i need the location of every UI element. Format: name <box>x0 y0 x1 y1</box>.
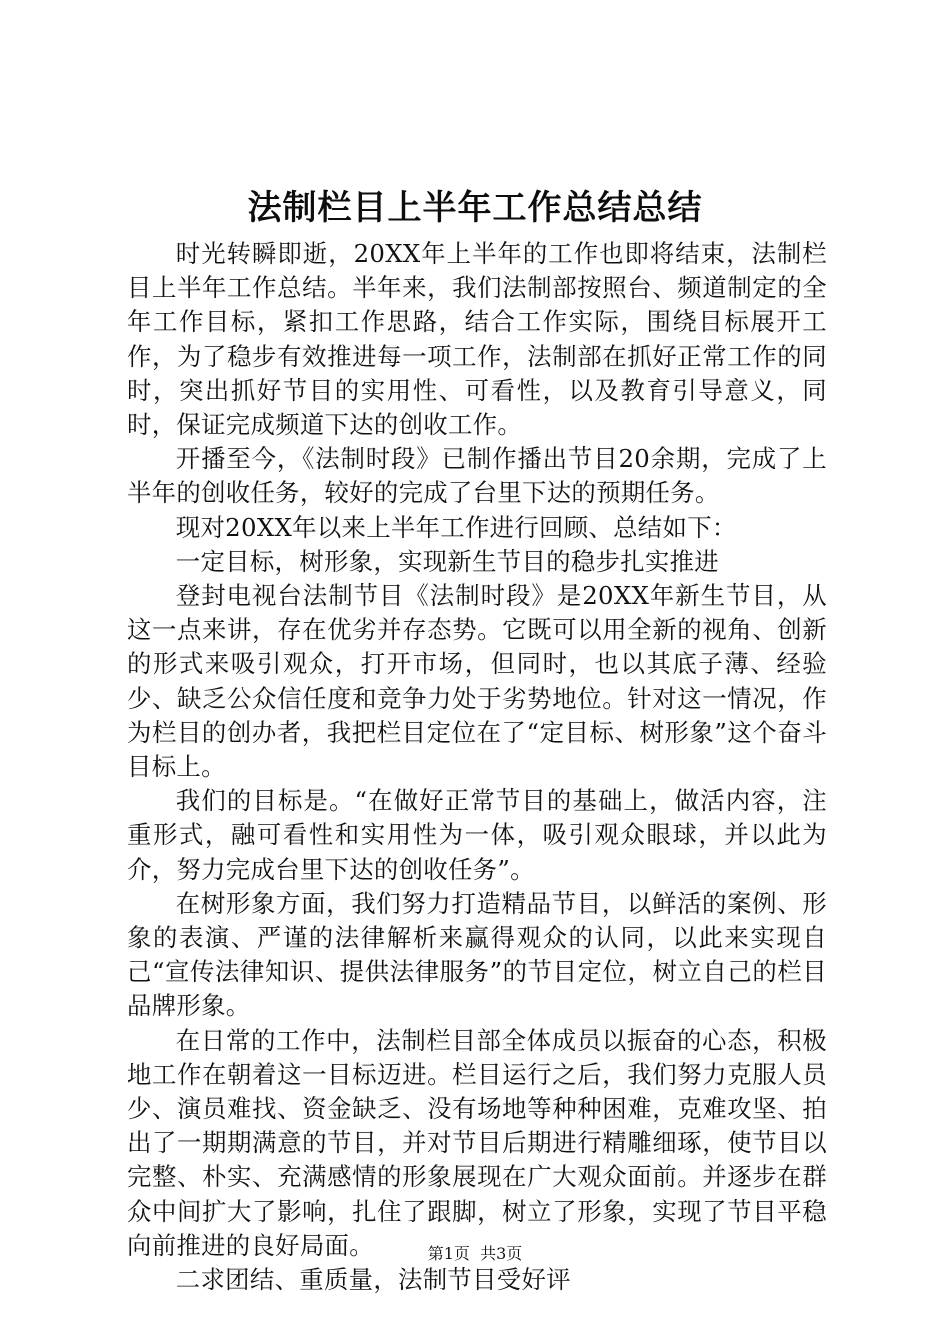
section-heading-1: 一定目标，树形象，实现新生节目的稳步扎实推进 <box>175 546 719 576</box>
page-number: 第1页 共3页 <box>427 1244 523 1263</box>
paragraph-broadcast: 开播至今，《法制时段》已制作播出节目20余期，完成了上半年的创收任务，较好的完成了台里下达的预期任务。 <box>127 444 827 508</box>
paragraph-goal: 我们的目标是。“在做好正常节目的基础上，做活内容，注重形式，融可看性和实用性为一体，吸引观众眼球，并以此为介，努力完成台里下达的创收任务”。 <box>127 786 827 884</box>
paragraph-program-position: 登封电视台法制节目《法制时段》是20XX年新生节目，从这一点来讲，存在优劣并存态势。它既可以用全新的视角、创新的形式来吸引观众，打开市场，但同时，也以其底子薄、经验少、缺乏公众信任度和竞争力处于劣势地位。针对这一情况，作为栏目的创办者，我把栏目定位在了“定目标、树形象”这个奋斗目标上。 <box>127 581 827 782</box>
document-body <box>127 237 827 1297</box>
paragraph-daily-work: 在日常的工作中，法制栏目部全体成员以振奋的心态，积极地工作在朝着这一目标迈进。栏目运行之后，我们努力克服人员少、演员难找、资金缺乏、没有场地等种种困难，克难攻坚、拍出了一期期满意的节目，并对节目后期进行精雕细琢，使节目以完整、朴实、充满感情的形象展现在广大观众面前。并逐步在群众中间扩大了影响，扎住了跟脚，树立了形象，实现了节目平稳向前推进的良好局面。 <box>127 1025 827 1260</box>
paragraph-image: 在树形象方面，我们努力打造精品节目，以鲜活的案例、形象的表演、严谨的法律解析来赢得观众的认同，以此来实现自己“宣传法律知识、提供法律服务”的节目定位，树立自己的栏目品牌形象。 <box>127 888 827 1021</box>
page-footer <box>0 1243 950 1265</box>
document-title: 法制栏目上半年工作总结总结 <box>247 188 703 228</box>
section-heading-2: 二求团结、重质量，法制节目受好评 <box>175 1265 571 1295</box>
paragraph-review-intro: 现对20XX年以来上半年工作进行回顾、总结如下： <box>175 512 737 542</box>
paragraph-intro: 时光转瞬即逝，20XX年上半年的工作也即将结束，法制栏目上半年工作总结。半年来，我们法制部按照台、频道制定的全年工作目标，紧扣工作思路，结合工作实际，围绕目标展开工作，为了稳步有效推进每一项工作，法制部在抓好正常工作的同时，突出抓好节目的实用性、可看性，以及教育引导意义，同时，保证完成频道下达的创收工作。 <box>127 239 827 440</box>
